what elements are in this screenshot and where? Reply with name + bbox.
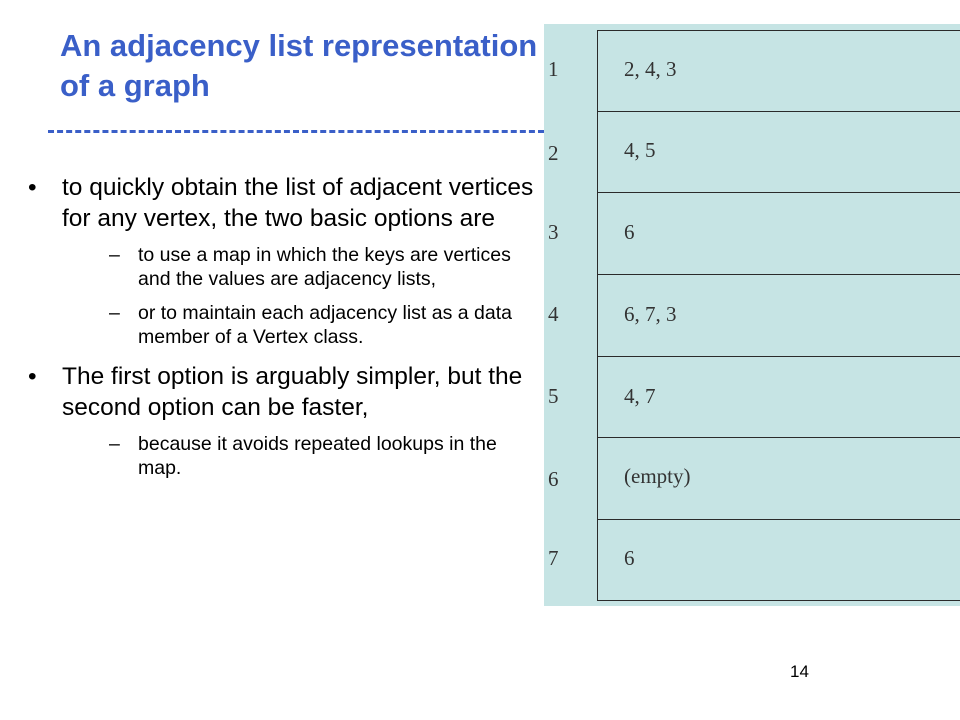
row-border: [597, 111, 960, 112]
adjacency-list-cell: 4, 7: [624, 384, 656, 408]
vertex-label: 7: [548, 546, 559, 570]
adjacency-list-cell: 6: [624, 220, 635, 244]
vertex-label: 1: [548, 57, 559, 81]
bullet-text: The first option is arguably simpler, but the second option can be faster,: [62, 363, 523, 421]
sub-bullet-item: [62, 302, 540, 349]
bullet-item: [28, 172, 540, 349]
sub-bullet-marker: –: [109, 302, 120, 324]
table-divider: [597, 30, 598, 601]
title-dashed-rule: [48, 130, 544, 133]
adjacency-list-cell: (empty): [624, 464, 691, 488]
bullet-text: to quickly obtain the list of adjacent vertices for any vertex, the two basic options are: [62, 174, 534, 232]
sub-bullet-text: because it avoids repeated lookups in the map.: [138, 433, 497, 479]
sub-bullet-text: or to maintain each adjacency list as a data member of a Vertex class.: [138, 302, 512, 348]
row-border: [597, 356, 960, 357]
bullet-item: [28, 361, 540, 480]
vertex-label: 4: [548, 302, 559, 326]
sub-bullet-marker: –: [109, 433, 120, 455]
row-border: [597, 30, 960, 31]
vertex-label: 5: [548, 384, 559, 408]
row-border: [597, 437, 960, 438]
bullet-marker: •: [28, 174, 37, 201]
row-border: [597, 600, 960, 601]
vertex-label: 6: [548, 467, 559, 491]
bullet-marker: •: [28, 363, 37, 390]
sub-bullet-list: [62, 433, 540, 480]
adjacency-list-cell: 2, 4, 3: [624, 57, 677, 81]
sub-bullet-item: [62, 244, 540, 291]
row-border: [597, 274, 960, 275]
page-number: 14: [790, 662, 809, 681]
adjacency-list-cell: 4, 5: [624, 138, 656, 162]
slide-title: An adjacency list representation of a graph: [60, 28, 538, 103]
sub-bullet-text: to use a map in which the keys are vertices and the values are adjacency lists,: [138, 244, 511, 290]
sub-bullet-item: [62, 433, 540, 480]
vertex-label: 3: [548, 220, 559, 244]
sub-bullet-list: [62, 244, 540, 349]
row-border: [597, 519, 960, 520]
bullet-list: [28, 172, 540, 492]
adjacency-list-cell: 6: [624, 546, 635, 570]
adjacency-list-cell: 6, 7, 3: [624, 302, 677, 326]
vertex-label: 2: [548, 141, 559, 165]
row-border: [597, 192, 960, 193]
sub-bullet-marker: –: [109, 244, 120, 266]
